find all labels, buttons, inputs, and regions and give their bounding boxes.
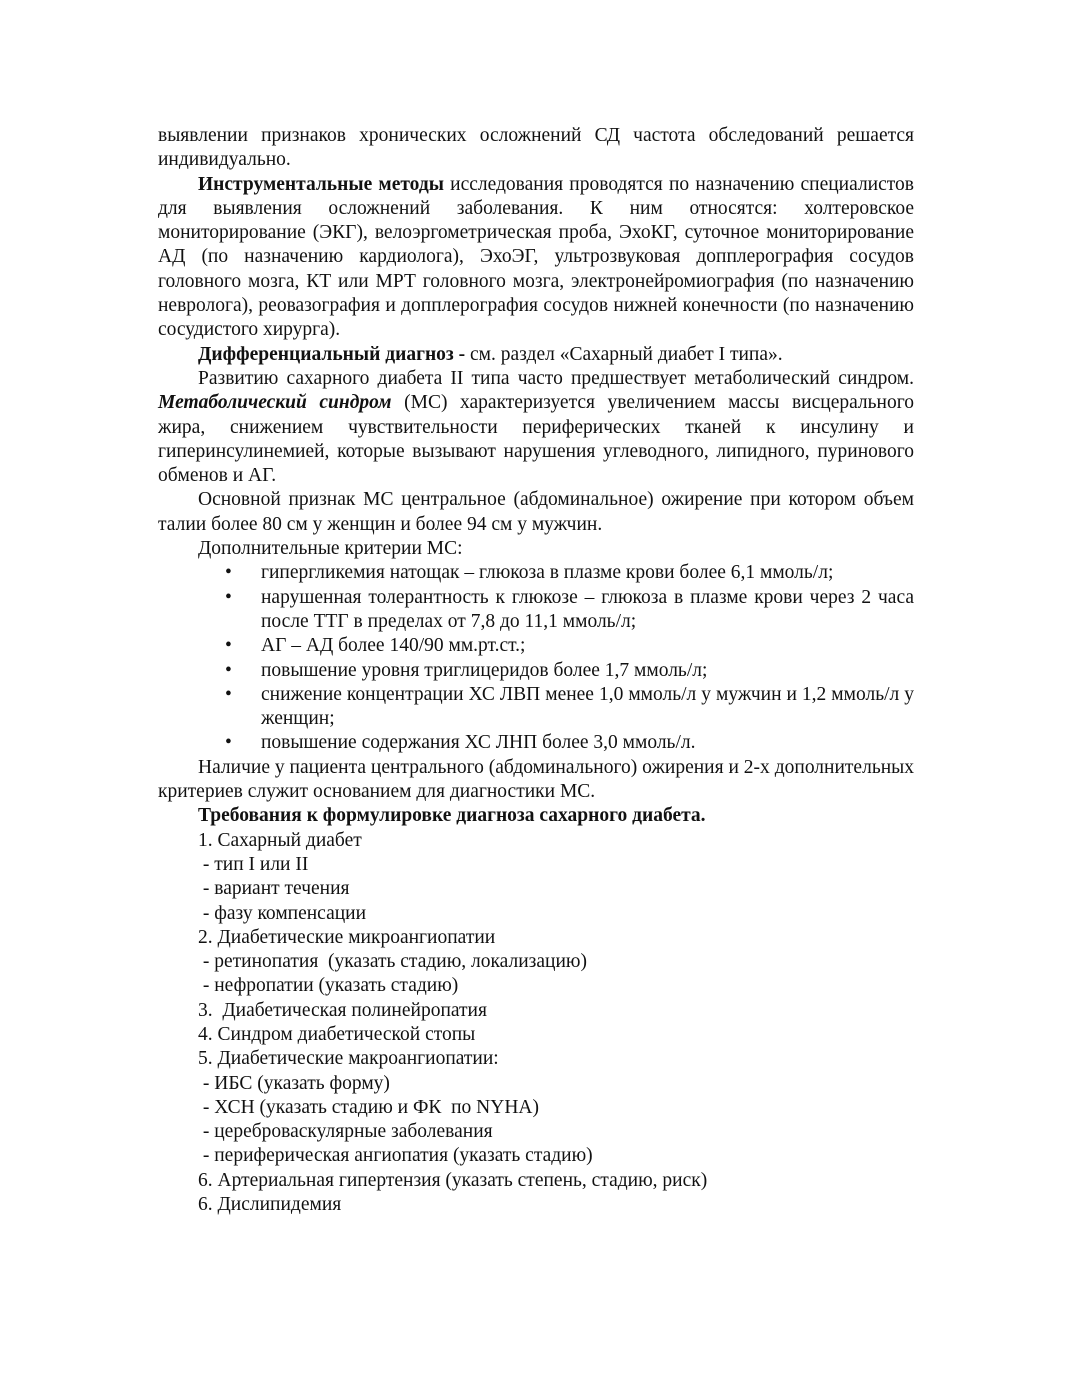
bullet-icon: • xyxy=(225,683,232,705)
bullet-icon: • xyxy=(225,659,232,681)
list-item-text: АГ – АД более 140/90 мм.рт.ст.; xyxy=(261,635,526,657)
list-item: 6. Артериальная гипертензия (указать степень, стадию, риск) xyxy=(198,1169,708,1191)
list-item: - ретинопатия (указать стадию, локализацию) xyxy=(198,951,587,973)
paragraph-main-criterion: Основной признак МС центральное (абдоминальное) ожирение при котором объем талии более 80 см у женщин и более 94 см у мужчин. xyxy=(158,489,914,535)
list-item xyxy=(158,561,914,585)
list-item: 2. Диабетические микроангиопатии xyxy=(198,926,496,948)
list-item: - тип I или II xyxy=(198,853,309,875)
list-item: 5. Диабетические макроангиопатии: xyxy=(198,1048,499,1070)
metabolic-syndrome-text: (МС) характеризуется увеличением массы висцерального жира, снижением чувствительности периферических тканей к инсулину и гиперинсулинемией, которые вызывают нарушения углеводного, липидного, пуринового обменов и АГ. xyxy=(158,392,915,487)
list-item: - фазу компенсации xyxy=(198,902,367,924)
term-metabolic-syndrome: Метаболический синдром xyxy=(158,392,392,414)
paragraph-differential-diagnosis xyxy=(158,343,914,367)
paragraph-ms-diagnosis: Наличие у пациента центрального (абдоминального) ожирения и 2-х дополнительных критериев служит основанием для диагностики МС. xyxy=(158,756,914,803)
bullet-icon: • xyxy=(225,562,232,584)
term-differential-diagnosis: Дифференциальный диагноз - xyxy=(198,343,466,365)
bullet-icon: • xyxy=(225,732,232,754)
list-item xyxy=(158,586,914,635)
paragraph-instrumental-methods xyxy=(158,173,914,343)
list-item xyxy=(158,659,914,683)
list-item-text: нарушенная толерантность к глюкозе – глюкоза в плазме крови через 2 часа после ТТГ в пределах от 7,8 до 11,1 ммоль/л; xyxy=(261,586,914,632)
list-item: - вариант течения xyxy=(198,878,350,900)
list-item: - периферическая ангиопатия (указать стадию) xyxy=(198,1145,593,1167)
document-page xyxy=(158,124,914,1217)
list-item-text: повышение содержания ХС ЛНП более 3,0 ммоль/л. xyxy=(261,732,696,754)
list-item-text: гипергликемия натощак – глюкоза в плазме крови более 6,1 ммоль/л; xyxy=(261,562,834,584)
list-item: 4. Синдром диабетической стопы xyxy=(198,1023,476,1045)
list-item: 3. Диабетическая полинейропатия xyxy=(198,999,487,1021)
paragraph-followup-frequency: выявлении признаков хронических осложнений СД частота обследований решается индивидуально. xyxy=(158,125,914,171)
bullet-icon: • xyxy=(225,635,232,657)
diagnosis-structure-list xyxy=(158,829,914,1218)
list-item: 6. Дислипидемия xyxy=(198,1194,342,1216)
differential-diagnosis-text: см. раздел «Сахарный диабет I типа». xyxy=(465,343,783,365)
list-item-text: снижение концентрации ХС ЛВП менее 1,0 ммоль/л у мужчин и 1,2 ммоль/л у женщин; xyxy=(261,683,914,730)
list-item: - цереброваскулярные заболевания xyxy=(198,1121,493,1143)
metabolic-syndrome-intro: Развитию сахарного диабета II типа часто предшествует метаболический синдром. xyxy=(198,367,914,389)
section-heading xyxy=(158,804,914,828)
list-item xyxy=(158,731,914,755)
list-item: 1. Сахарный диабет xyxy=(198,829,362,851)
bullet-icon: • xyxy=(225,586,232,608)
list-item: - нефропатии (указать стадию) xyxy=(198,975,459,997)
term-instrumental-methods: Инструментальные методы xyxy=(198,173,444,195)
list-item xyxy=(158,683,914,732)
paragraph-metabolic-syndrome xyxy=(158,367,914,488)
list-item xyxy=(158,634,914,658)
instrumental-methods-text: исследования проводятся по назначению специалистов для выявления осложнений заболевания. К ним относятся: холтеровское мониторирование (ЭКГ), велоэргометрическая проба, ЭхоКГ, суточное мониторирование АД (по назначению кардиолога), ЭхоЭГ, ультрозвуковая допплерография сосудов головного мозга, КТ или МРТ головного мозга, электронейромиография (по назначению невролога), реовазография и допплерография сосудов нижней конечности (по назначению сосудистого хирурга). xyxy=(158,173,914,341)
list-item: - ХСН (указать стадию и ФК по NYHA) xyxy=(198,1096,539,1118)
heading-text: Требования к формулировке диагноза сахарного диабета. xyxy=(198,805,706,827)
paragraph-additional-criteria: Дополнительные критерии МС: xyxy=(198,538,463,560)
list-item: - ИБС (указать форму) xyxy=(198,1072,390,1094)
criteria-list xyxy=(158,561,914,755)
list-item-text: повышение уровня триглицеридов более 1,7 ммоль/л; xyxy=(261,659,708,681)
